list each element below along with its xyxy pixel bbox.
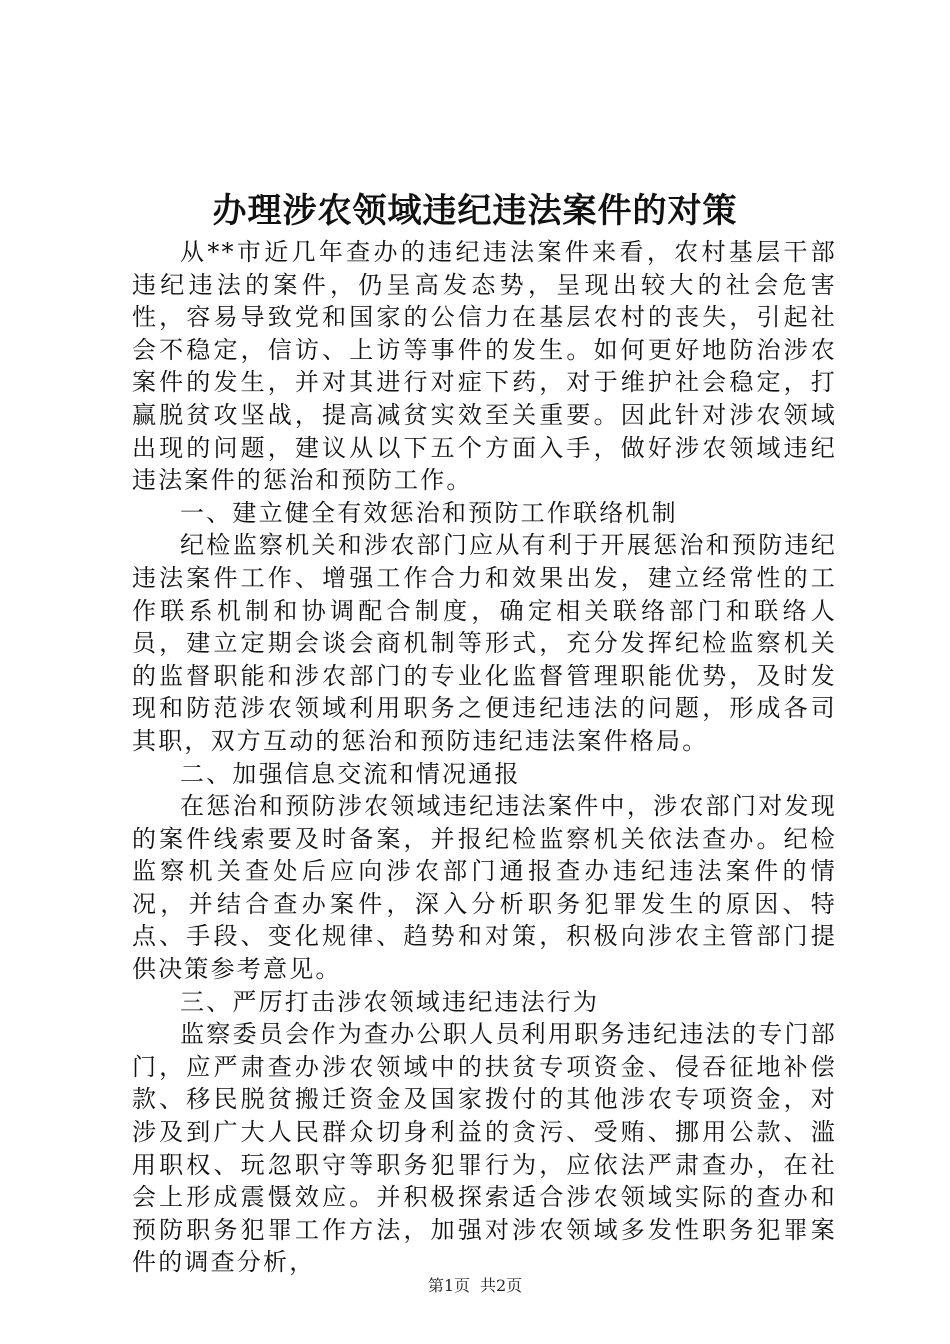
page-footer — [0, 1275, 950, 1297]
section-heading-1: 一、建立健全有效惩治和预防工作联络机制 — [180, 498, 678, 527]
section-heading-2: 二、加强信息交流和情况通报 — [180, 759, 521, 788]
paragraph-section-1: 纪检监察机关和涉农部门应从有利于开展惩治和预防违纪违法案件工作、增强工作合力和效果出发，建立经常性的工作联系机制和协调配合制度，确定相关联络部门和联络人员，建立定期会谈会商机制等形式，充分发挥纪检监察机关的监督职能和涉农部门的专业化监督管理职能优势，及时发现和防范涉农领域利用职务之便违纪违法的问题，形成各司其职，双方互动的惩治和预防违纪违法案件格局。 — [132, 531, 837, 755]
document-body — [132, 236, 837, 1279]
paragraph-section-2: 在惩治和预防涉农领域违纪违法案件中，涉农部门对发现的案件线索要及时备案，并报纪检监察机关依法查办。纪检监察机关查处后应向涉农部门通报查办违纪违法案件的情况，并结合查办案件，深入分析职务犯罪发生的原因、特点、手段、变化规律、趋势和对策，积极向涉农主管部门提供决策参考意见。 — [132, 792, 837, 984]
section-heading-3: 三、严厉打击涉农领域违纪违法行为 — [180, 987, 600, 1016]
paragraph-intro: 从**市近几年查办的违纪违法案件来看，农村基层干部违纪违法的案件，仍呈高发态势，呈现出较大的社会危害性，容易导致党和国家的公信力在基层农村的丧失，引起社会不稳定，信访、上访等事件的发生。如何更好地防治涉农案件的发生，并对其进行对症下药，对于维护社会稳定，打赢脱贫攻坚战，提高减贫实效至关重要。因此针对涉农领域出现的问题，建议从以下五个方面入手，做好涉农领域违纪违法案件的惩治和预防工作。 — [132, 238, 837, 495]
paragraph-section-3: 监察委员会作为查办公职人员利用职务违纪违法的专门部门，应严肃查办涉农领域中的扶贫专项资金、侵吞征地补偿款、移民脱贫搬迁资金及国家拨付的其他涉农专项资金，对涉及到广大人民群众切身利益的贪污、受贿、挪用公款、滥用职权、玩忽职守等职务犯罪行为，应依法严肃查办，在社会上形成震慑效应。并积极探索适合涉农领域实际的查办和预防职务犯罪工作方法，加强对涉农领域多发性职务犯罪案件的调查分析， — [132, 1020, 837, 1277]
page-number: 第1页 — [427, 1276, 470, 1295]
page-total: 共2页 — [480, 1276, 523, 1295]
document-title: 办理涉农领域违纪违法案件的对策 — [212, 191, 738, 231]
